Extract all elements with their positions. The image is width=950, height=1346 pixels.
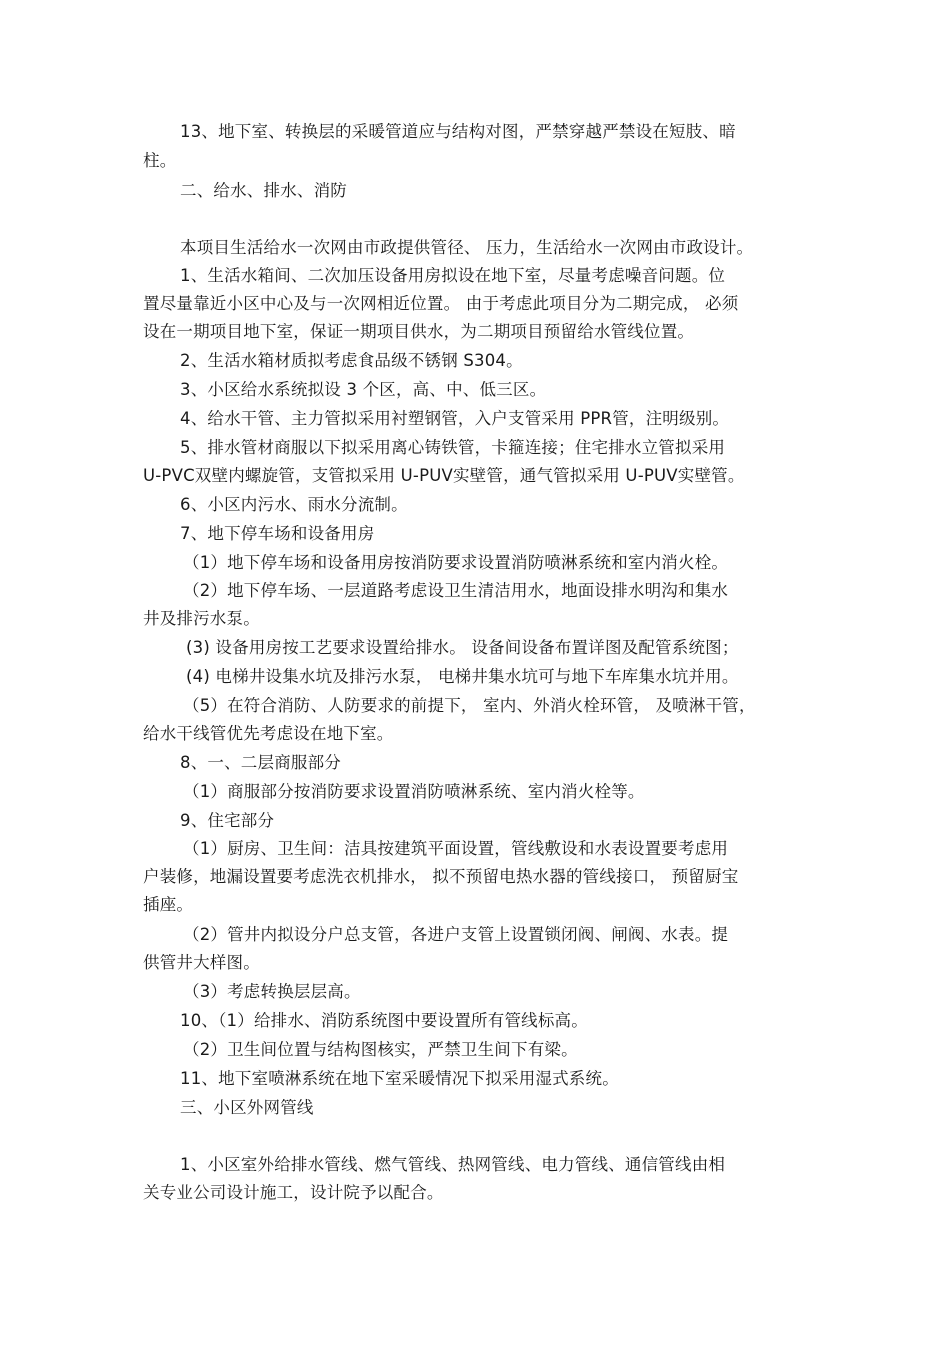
section-heading: 二、给水、排水、消防 [180,181,347,200]
text-line: 插座。 [143,895,194,914]
text-line: （2）管井内拟设分户总支管，各进户支管上设置锁闭阀、闸阀、水表。提 [183,925,729,944]
text-line: （1）地下停车场和设备用房按消防要求设置消防喷淋系统和室内消火栓。 [183,553,729,572]
text-line: 井及排污水泵。 [143,609,260,628]
text-line: （1）厨房、卫生间：洁具按建筑平面设置，管线敷设和水表设置要考虑用 [183,839,729,858]
text-line: 11、地下室喷淋系统在地下室采暖情况下拟采用湿式系统。 [180,1069,619,1088]
text-line: (4) 电梯井设集水坑及排污水泵， 电梯井集水坑可与地下车库集水坑并用。 [186,667,739,686]
text-line: 3、小区给水系统拟设 3 个区，高、中、低三区。 [180,380,547,399]
section-heading: 三、小区外网管线 [180,1098,314,1117]
text-line: 柱。 [143,151,177,170]
text-line: （2）卫生间位置与结构图核实，严禁卫生间下有梁。 [183,1040,578,1059]
text-line: 5、排水管材商服以下拟采用离心铸铁管，卡箍连接；住宅排水立管拟采用 [180,438,726,457]
text-line: (3) 设备用房按工艺要求设置给排水。 设备间设备布置详图及配管系统图； [186,638,739,657]
text-line: 9、住宅部分 [180,811,275,830]
text-line: 1、小区室外给排水管线、燃气管线、热网管线、电力管线、通信管线由相 [180,1155,726,1174]
text-line: U-PVC双壁内螺旋管，支管拟采用 U-PUV实壁管，通气管拟采用 U-PUV实壁管。 [143,466,745,485]
text-line: 10、（1）给排水、消防系统图中要设置所有管线标高。 [180,1011,588,1030]
text-line: 1、生活水箱间、二次加压设备用房拟设在地下室，尽量考虑噪音问题。位 [180,266,726,285]
text-line: （3）考虑转换层层高。 [183,982,361,1001]
text-line: 4、给水干管、主力管拟采用衬塑钢管，入户支管采用 PPR管，注明级别。 [180,409,730,428]
text-line: （2）地下停车场、一层道路考虑设卫生清洁用水，地面设排水明沟和集水 [183,581,729,600]
text-line: 给水干线管优先考虑设在地下室。 [143,724,394,743]
text-line: （5）在符合消防、人防要求的前提下， 室内、外消火栓环管， 及喷淋干管， [183,696,756,715]
text-line: 7、地下停车场和设备用房 [180,524,375,543]
text-line: 本项目生活给水一次网由市政提供管径、 压力，生活给水一次网由市政设计。 [180,238,754,257]
text-line: 6、小区内污水、雨水分流制。 [180,495,408,514]
text-line: 供管井大样图。 [143,953,260,972]
text-line: 2、生活水箱材质拟考虑食品级不锈钢 S304。 [180,351,523,370]
text-line: （1）商服部分按消防要求设置消防喷淋系统、室内消火栓等。 [183,782,645,801]
text-line: 设在一期项目地下室，保证一期项目供水，为二期项目预留给水管线位置。 [143,322,695,341]
text-line: 户装修，地漏设置要考虑洗衣机排水， 拟不预留电热水器的管线接口， 预留厨宝 [143,867,739,886]
text-line: 关专业公司设计施工，设计院予以配合。 [143,1183,444,1202]
text-line: 置尽量靠近小区中心及与一次网相近位置。 由于考虑此项目分为二期完成， 必须 [143,294,739,313]
text-line: 13、地下室、转换层的采暖管道应与结构对图，严禁穿越严禁设在短肢、暗 [180,122,736,141]
text-line: 8、一、二层商服部分 [180,753,341,772]
